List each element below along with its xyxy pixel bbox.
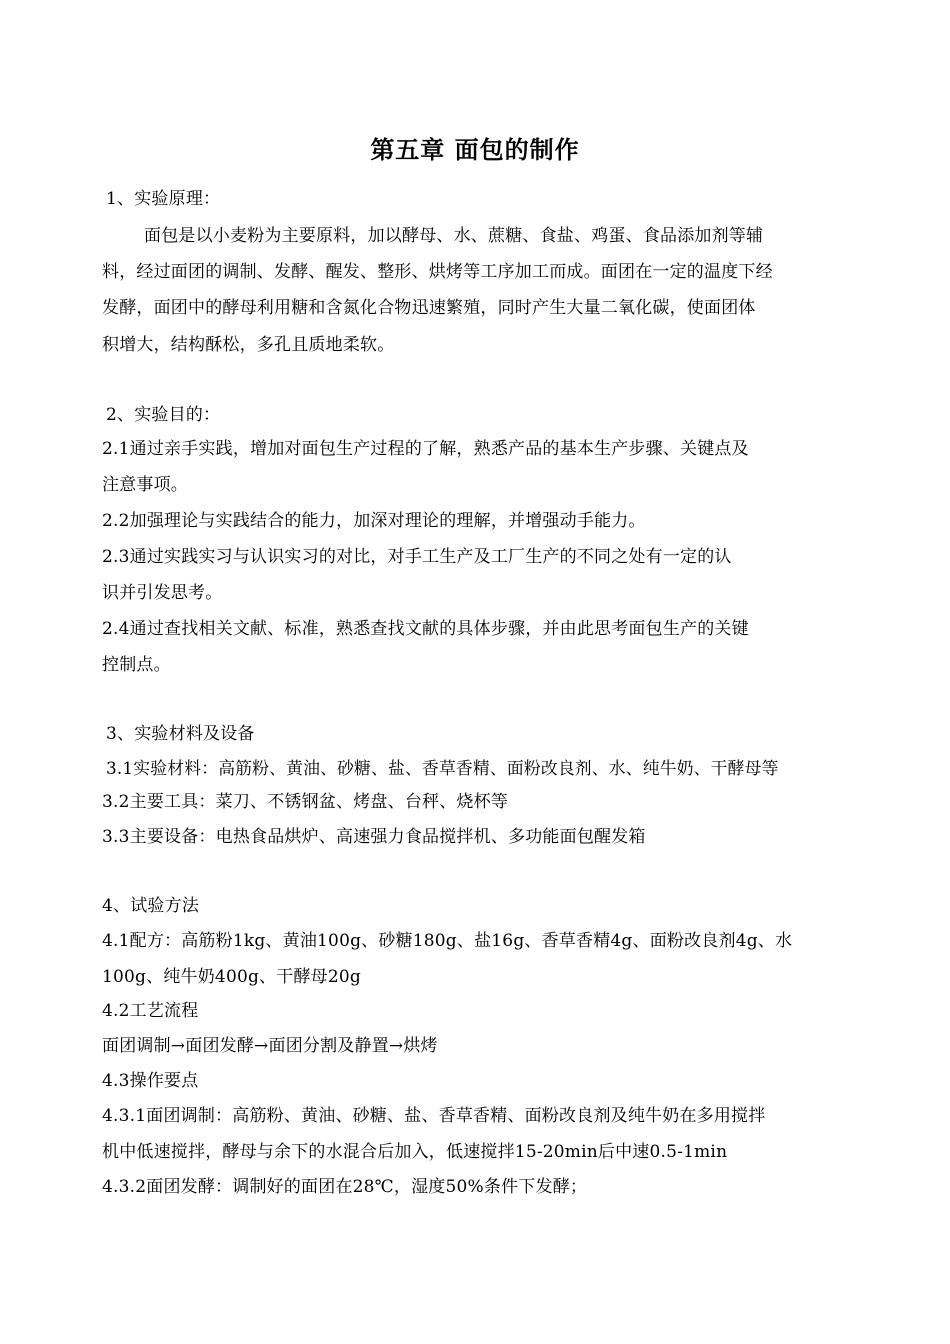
paragraph-line: 识并引发思考。 [102, 583, 223, 603]
paragraph-line: 4.3.1面团调制：高筋粉、黄油、砂糖、盐、香草香精、面粉改良剂及纯牛奶在多用搅拌 [102, 1106, 766, 1126]
paragraph-line: 2.3通过实践实习与认识实习的对比，对手工生产及工厂生产的不同之处有一定的认 [102, 547, 732, 567]
paragraph-line: 3.3主要设备：电热食品烘炉、高速强力食品搅拌机、多功能面包醒发箱 [102, 827, 646, 847]
paragraph-line: 4.3.2面团发酵：调制好的面团在28℃，湿度50%条件下发酵； [102, 1177, 588, 1197]
paragraph-line: 面团调制→面团发酵→面团分割及静置→烘烤 [102, 1036, 438, 1056]
paragraph-line: 2.2加强理论与实践结合的能力，加深对理论的理解，并增强动手能力。 [102, 511, 646, 531]
paragraph-line: 发酵，面团中的酵母利用糖和含氮化合物迅速繁殖，同时产生大量二氧化碳，使面团体 [102, 298, 756, 318]
paragraph-line: 2.4通过查找相关文献、标准，熟悉查找文献的具体步骤，并由此思考面包生产的关键 [102, 619, 749, 639]
paragraph-line: 机中低速搅拌，酵母与余下的水混合后加入，低速搅拌15-20min后中速0.5-1min [102, 1142, 728, 1162]
page-title: 第五章 面包的制作 [370, 136, 580, 164]
paragraph-line: 3.2主要工具：菜刀、不锈钢盆、烤盘、台秤、烧杯等 [102, 792, 509, 812]
section-heading-purpose: 2、实验目的： [106, 405, 221, 425]
section-heading-materials: 3、实验材料及设备 [106, 724, 255, 744]
paragraph-line: 料，经过面团的调制、发酵、醒发、整形、烘烤等工序加工而成。面团在一定的温度下经 [102, 262, 773, 282]
paragraph-line: 2.1通过亲手实践，增加对面包生产过程的了解，熟悉产品的基本生产步骤、关键点及 [102, 439, 749, 459]
paragraph-line: 3.1实验材料：高筋粉、黄油、砂糖、盐、香草香精、面粉改良剂、水、纯牛奶、干酵母等 [106, 758, 779, 778]
section-heading-method: 4、试验方法 [102, 896, 200, 916]
section-heading-principle: 1、实验原理： [106, 189, 221, 209]
paragraph-line: 注意事项。 [102, 475, 188, 495]
paragraph-line: 100g、纯牛奶400g、干酵母20g [102, 967, 361, 987]
paragraph-line: 4.2工艺流程 [102, 1001, 199, 1021]
paragraph-line: 积增大，结构酥松，多孔且质地柔软。 [102, 335, 395, 355]
paragraph-line: 面包是以小麦粉为主要原料，加以酵母、水、蔗糖、食盐、鸡蛋、食品添加剂等辅 [144, 226, 764, 246]
paragraph-line: 4.1配方：高筋粉1kg、黄油100g、砂糖180g、盐16g、香草香精4g、面粉改良剂4g、水 [102, 931, 793, 951]
paragraph-line: 4.3操作要点 [102, 1071, 199, 1091]
paragraph-line: 控制点。 [102, 655, 171, 675]
